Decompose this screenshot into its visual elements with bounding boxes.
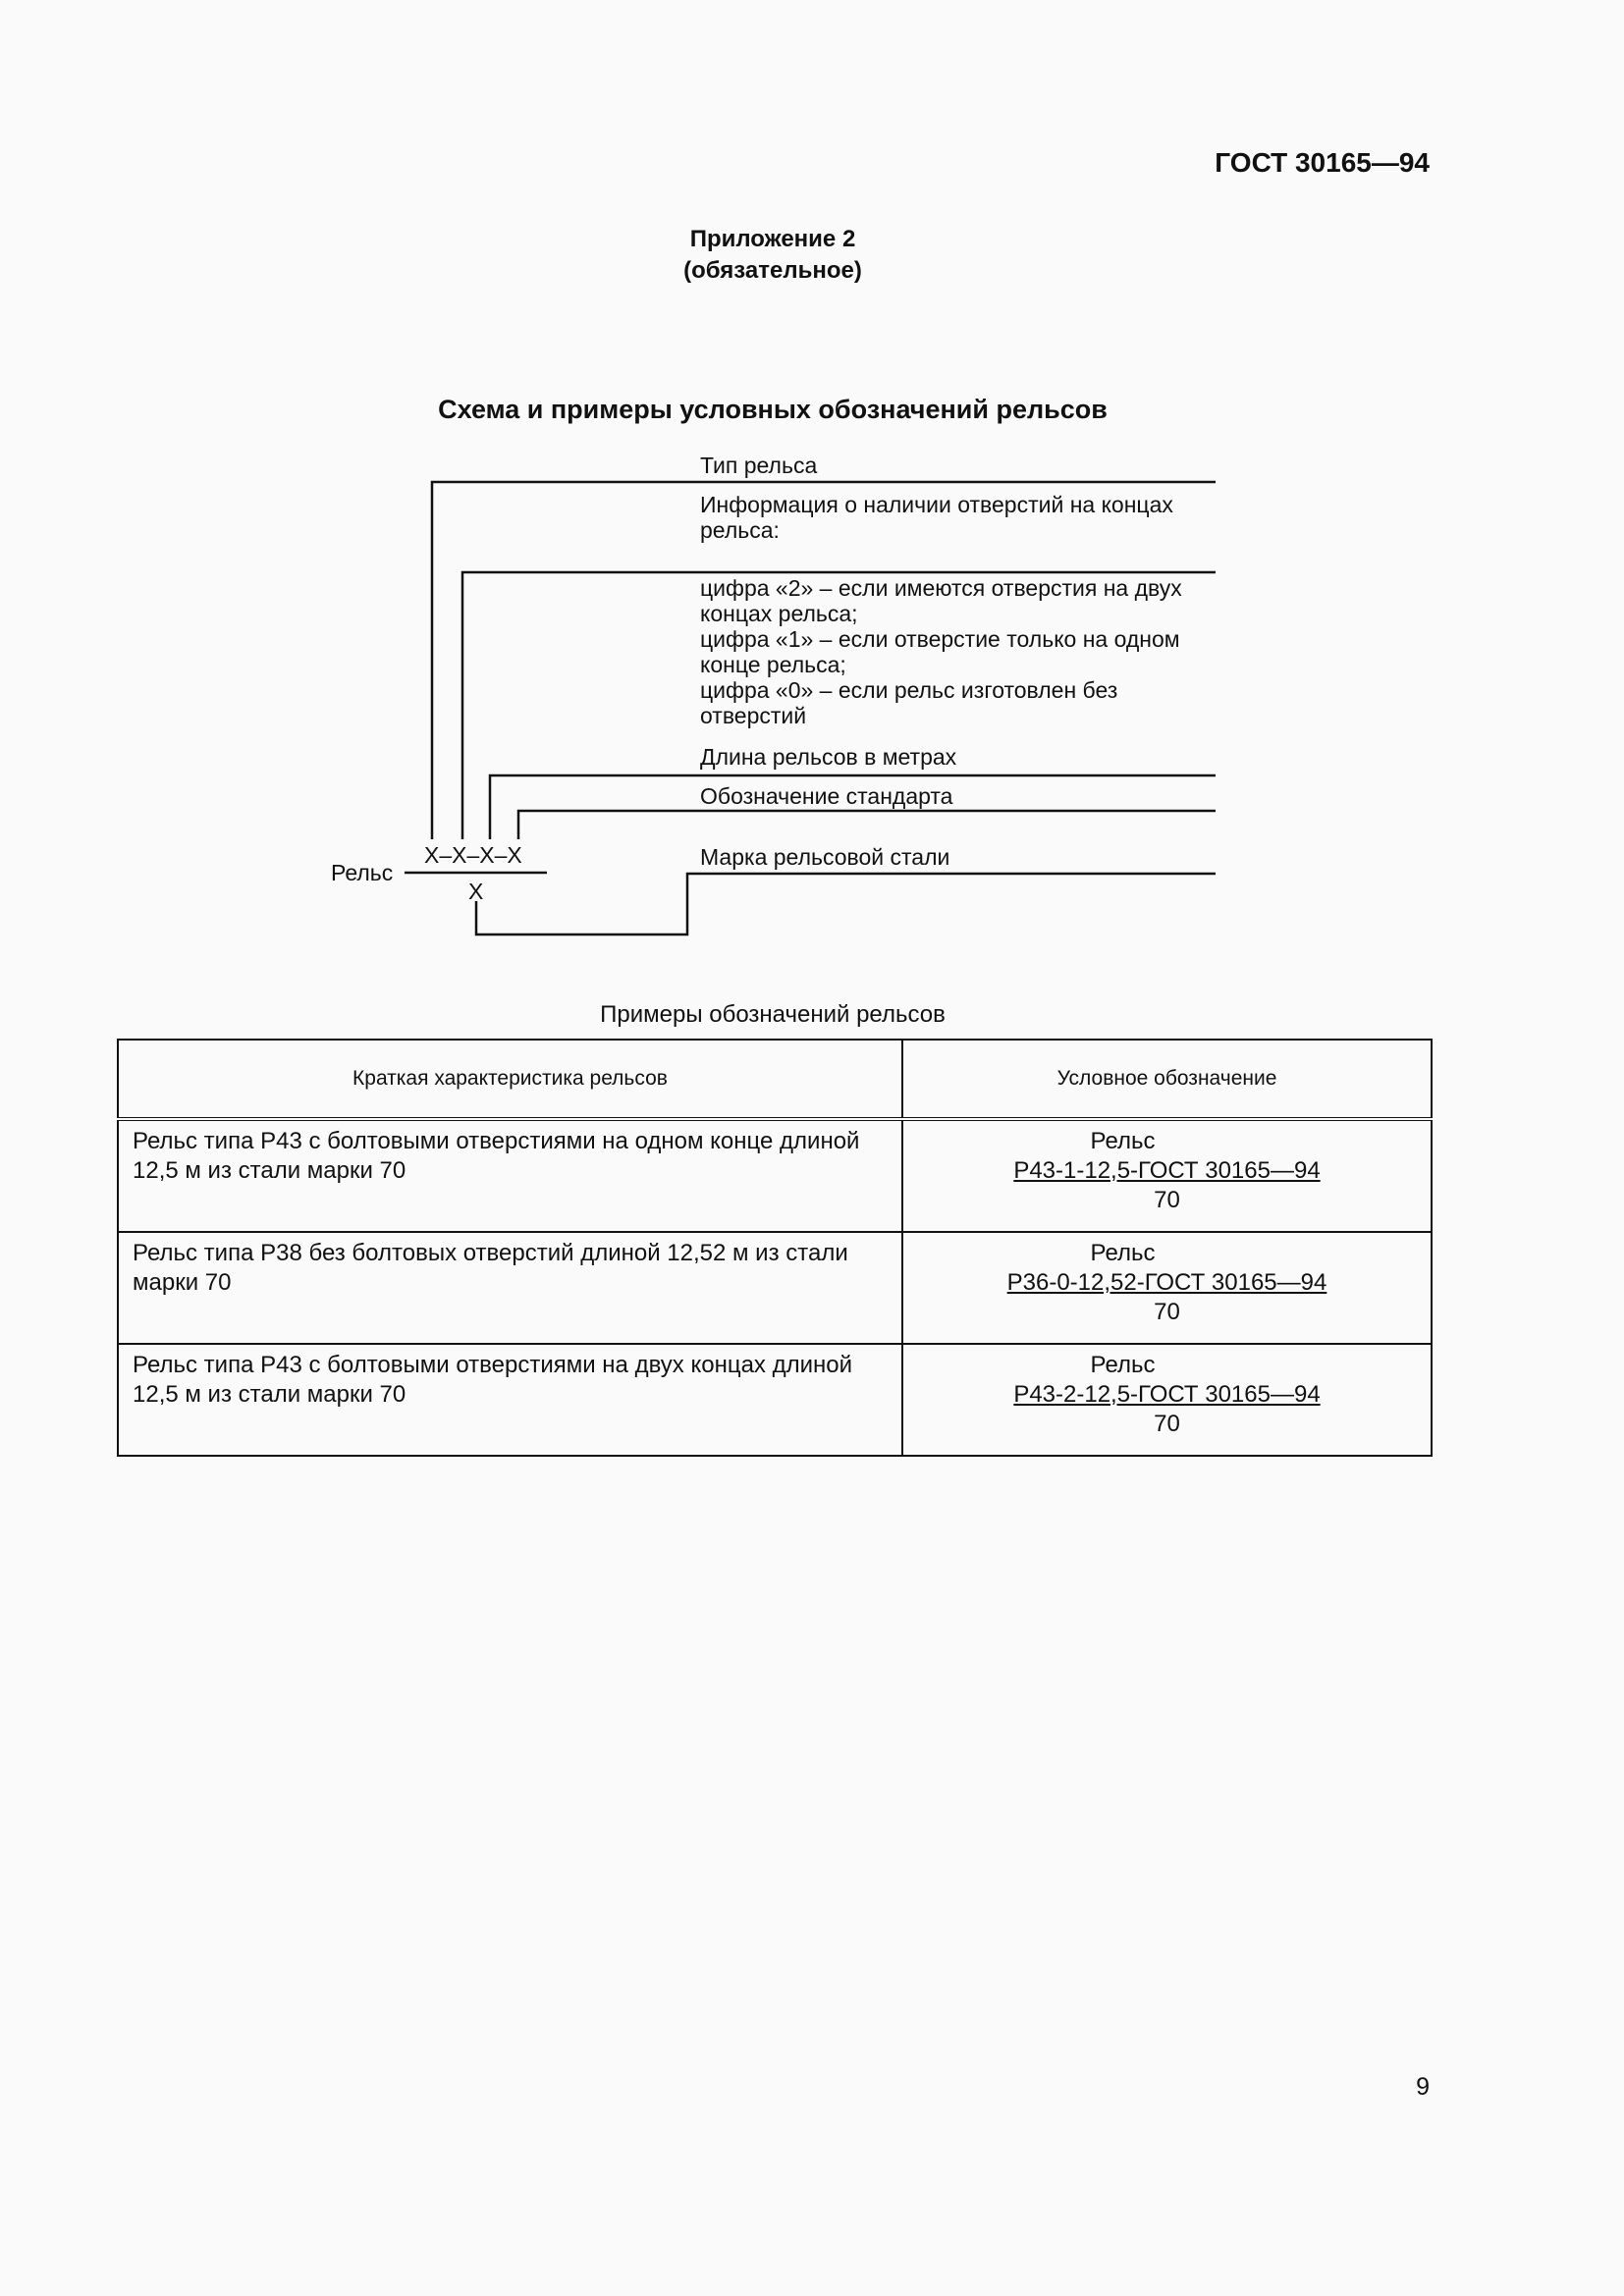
examples-title: Примеры обозначений рельсов [600, 1001, 946, 1028]
table-row [118, 1344, 1432, 1456]
designation-code: Р43-1-12,5-ГОСТ 30165—94 [1013, 1157, 1321, 1184]
label-holes-1-b: конце рельса; [700, 652, 846, 677]
document-id: ГОСТ 30165—94 [1215, 147, 1430, 178]
rail-word: Рельс [331, 860, 394, 885]
label-holes-0-b: отверстий [700, 703, 807, 728]
designation-rail-word: Рельс [1090, 1352, 1156, 1378]
label-holes-0-a: цифра «0» – если рельс изготовлен без [700, 677, 1118, 703]
appendix-title: Приложение 2 [689, 226, 856, 252]
examples-table [117, 1039, 1433, 1457]
label-holes-info-1: Информация о наличии отверстий на концах [700, 492, 1173, 517]
label-standard: Обозначение стандарта [700, 783, 953, 809]
table-row [118, 1232, 1432, 1344]
designation-code: Р43-2-12,5-ГОСТ 30165—94 [1013, 1381, 1321, 1408]
label-type: Тип рельса [700, 453, 818, 478]
row-description: Рельс типа Р43 с болтовыми отверстиями на двух концах длиной 12,5 м из стали марки 70 [118, 1344, 902, 1456]
table-header-row [118, 1040, 1432, 1119]
designation-rail-word: Рельс [1090, 1128, 1156, 1154]
designation-grade: 70 [1154, 1187, 1180, 1213]
appendix-heading [0, 224, 1545, 287]
row-description: Рельс типа Р38 без болтовых отверстий длиной 12,52 м из стали марки 70 [118, 1232, 902, 1344]
label-length: Длина рельсов в метрах [700, 744, 957, 770]
label-holes-1-a: цифра «1» – если отверстие только на одном [700, 626, 1180, 652]
designation-rail-word: Рельс [1090, 1240, 1156, 1266]
appendix-subtitle: (обязательное) [683, 257, 862, 284]
row-designation [902, 1119, 1432, 1232]
label-holes-2-b: концах рельса; [700, 601, 858, 626]
leader-type [432, 482, 1216, 839]
leader-standard [518, 811, 1216, 839]
designation-grade: 70 [1154, 1411, 1180, 1437]
header-characteristic: Краткая характеристика рельсов [118, 1040, 902, 1119]
label-holes-2-a: цифра «2» – если имеются отверстия на двух [700, 575, 1182, 601]
leader-steel [476, 874, 1216, 934]
scheme-title: Схема и примеры условных обозначений рельсов [438, 395, 1108, 424]
table-row [118, 1119, 1432, 1232]
row-description: Рельс типа Р43 с болтовыми отверстиями на одном конце длиной 12,5 м из стали марки 70 [118, 1119, 902, 1232]
row-designation [902, 1344, 1432, 1456]
label-steel: Марка рельсовой стали [700, 844, 950, 870]
label-holes-info-2: рельса: [700, 517, 780, 543]
designation-code: Р36-0-12,52-ГОСТ 30165—94 [1006, 1269, 1327, 1296]
row-designation [902, 1232, 1432, 1344]
leader-length [490, 775, 1216, 839]
header-designation: Условное обозначение [902, 1040, 1432, 1119]
code-bottom: Х [468, 879, 484, 904]
leader-holes [462, 572, 1216, 839]
page-number: 9 [1416, 2073, 1430, 2101]
code-top: Х–Х–Х–Х [424, 842, 522, 868]
designation-grade: 70 [1154, 1299, 1180, 1325]
